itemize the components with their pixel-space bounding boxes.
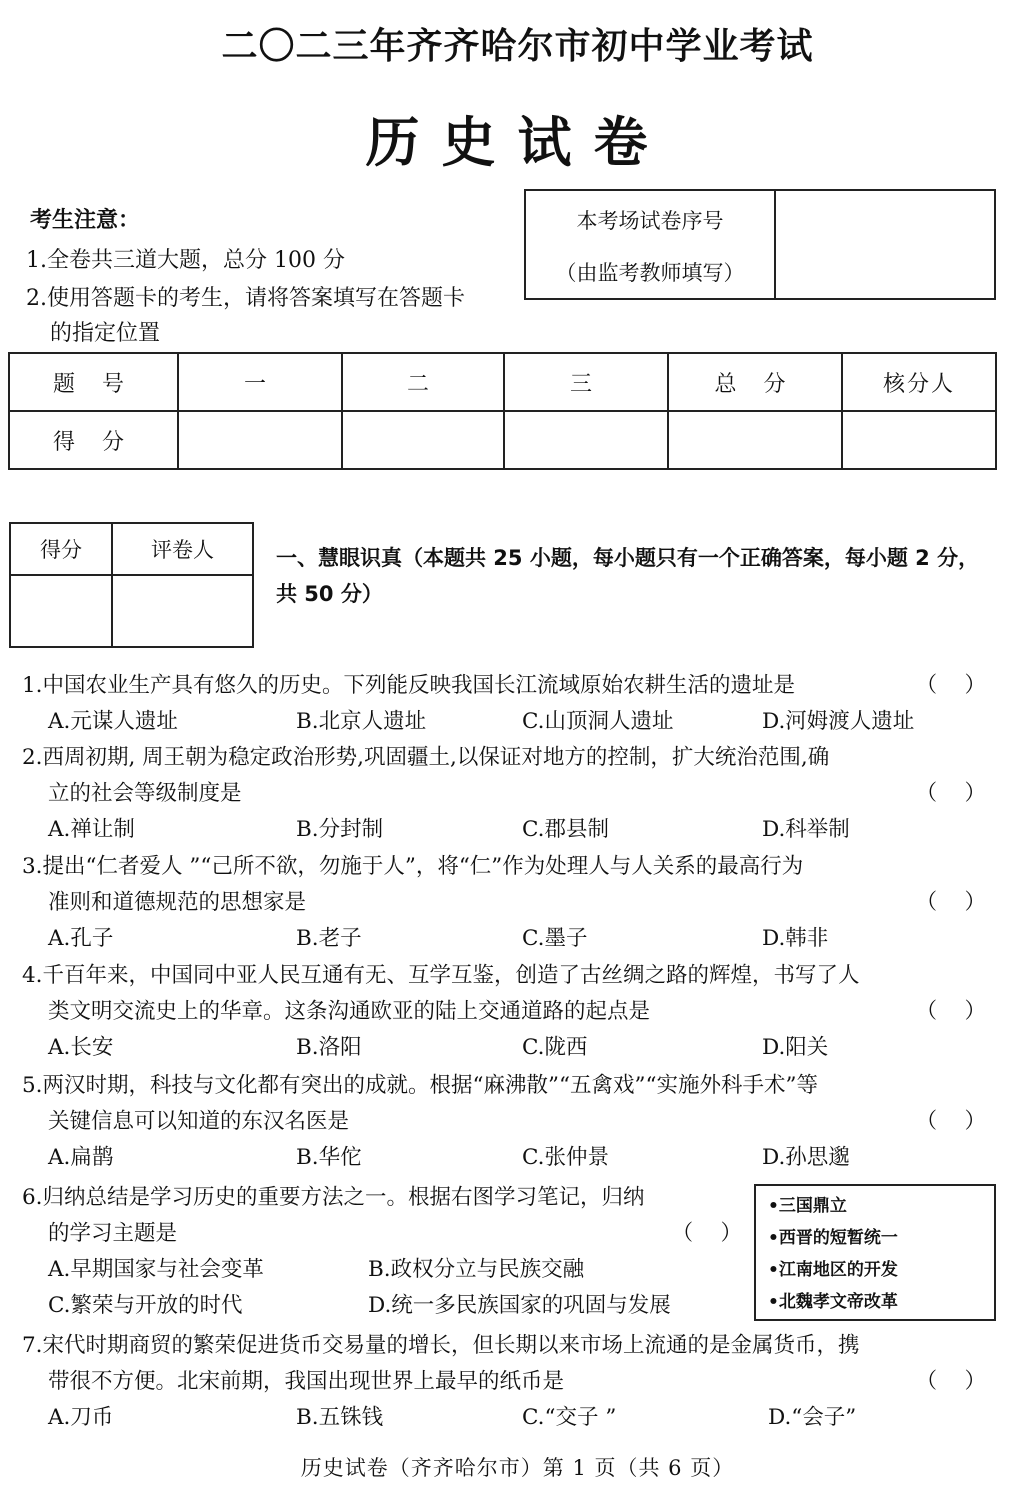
answer-paren: （ ）: [915, 673, 986, 698]
score-header-cell: 三: [504, 353, 668, 411]
question-2: [22, 740, 992, 848]
options-row: [22, 1252, 742, 1288]
study-note-item: •北魏孝文帝改革: [768, 1292, 898, 1312]
option-d: D.孙思邈: [762, 1145, 850, 1170]
option-d: D.统一多民族国家的巩固与发展: [368, 1293, 671, 1318]
question-7: [22, 1328, 992, 1436]
serial-label-line1: 本考场试卷序号: [576, 209, 724, 233]
option-b: B.分封制: [296, 817, 384, 842]
notice-item-1: 1.全卷共三道大题，总分 100 分: [26, 248, 345, 273]
options-row: [22, 921, 992, 957]
option-a: A.元谋人遗址: [48, 709, 178, 734]
score-cell: [342, 411, 504, 469]
paper-title: 历史试卷: [365, 110, 670, 174]
option-b: B.政权分立与民族交融: [368, 1257, 585, 1282]
option-c: C.山顶洞人遗址: [522, 709, 674, 734]
option-c: C.郡县制: [522, 817, 610, 842]
option-a: A.长安: [48, 1035, 114, 1060]
question-stem: 2.西周初期, 周王朝为稳定政治形势,巩固疆土,以保证对地方的控制，扩大统治范围,确: [22, 745, 830, 770]
serial-label-cell: [526, 191, 776, 298]
option-c: C.“交子 ”: [522, 1405, 617, 1430]
score-value-row: [9, 411, 996, 469]
answer-paren: （ ）: [915, 890, 986, 915]
question-stem: 3.提出“仁者爱人 ”“己所不欲，勿施于人”，将“仁”作为处理人与人关系的最高行为: [22, 854, 804, 879]
score-row-label: 得 分: [9, 411, 178, 469]
question-5: [22, 1068, 992, 1176]
question-stem-cont: 准则和道德规范的思想家是: [48, 890, 307, 915]
grader-table: [9, 522, 254, 648]
score-table: [8, 352, 997, 470]
option-d: D.科举制: [762, 817, 850, 842]
score-cell: [178, 411, 342, 469]
option-b: B.华佗: [296, 1145, 362, 1170]
option-c: C.陇西: [522, 1035, 588, 1060]
score-cell: [842, 411, 996, 469]
score-header-cell: 总 分: [668, 353, 842, 411]
notice-item-2: 2.使用答题卡的考生，请将答案填写在答题卡: [26, 286, 465, 311]
question-stem-cont: 立的社会等级制度是: [48, 781, 242, 806]
question-stem: 1.中国农业生产具有悠久的历史。下列能反映我国长江流域原始农耕生活的遗址是: [22, 673, 796, 698]
serial-label-line2: （由监考教师填写）: [555, 261, 745, 285]
options-row: [22, 812, 992, 848]
option-d: D.“会子”: [768, 1405, 857, 1430]
study-note-item: •西晋的短暂统一: [768, 1228, 898, 1248]
score-header-cell: 题 号: [9, 353, 178, 411]
question-6: [22, 1180, 742, 1324]
options-row: [22, 1288, 742, 1324]
question-stem-cont: 关键信息可以知道的东汉名医是: [48, 1109, 350, 1134]
question-3: [22, 849, 992, 957]
option-a: A.禅让制: [48, 817, 135, 842]
question-stem: 4.千百年来，中国同中亚人民互通有无、互学互鉴，创造了古丝绸之路的辉煌，书写了人: [22, 963, 860, 988]
score-cell: [668, 411, 842, 469]
options-row: [22, 704, 992, 740]
question-stem-cont: 带很不方便。北宋前期，我国出现世界上最早的纸币是: [48, 1369, 565, 1394]
question-stem: 6.归纳总结是学习历史的重要方法之一。根据右图学习笔记，归纳: [22, 1185, 645, 1210]
option-a: A.刀币: [48, 1405, 114, 1430]
question-stem: 5.两汉时期，科技与文化都有突出的成就。根据“麻沸散”“五禽戏”“实施外科手术”等: [22, 1073, 818, 1098]
study-notes-box: [754, 1184, 996, 1321]
option-d: D.河姆渡人遗址: [762, 709, 915, 734]
grader-name-label: 评卷人: [112, 523, 253, 575]
answer-paren: （ ）: [915, 1369, 986, 1394]
study-note-item: •江南地区的开发: [768, 1260, 898, 1280]
option-a: A.孔子: [48, 926, 114, 951]
option-b: B.洛阳: [296, 1035, 362, 1060]
study-note-item: •三国鼎立: [768, 1196, 847, 1216]
serial-number-box: [524, 189, 996, 300]
option-b: B.北京人遗址: [296, 709, 427, 734]
grader-score-cell: [10, 575, 112, 647]
notice-item-2-cont: 的指定位置: [50, 321, 161, 346]
section1-heading: 一、慧眼识真（本题共 25 小题，每小题只有一个正确答案，每小题 2 分，共 50 分）: [276, 546, 980, 606]
score-header-row: [9, 353, 996, 411]
score-header-cell: 一: [178, 353, 342, 411]
question-4: [22, 958, 992, 1066]
options-row: [22, 1140, 992, 1176]
option-b: B.老子: [296, 926, 362, 951]
option-a: A.扁鹊: [48, 1145, 114, 1170]
answer-paren: （ ）: [671, 1221, 742, 1246]
option-b: B.五铢钱: [296, 1405, 384, 1430]
grader-score-label: 得分: [10, 523, 112, 575]
notice-heading: 考生注意：: [30, 208, 141, 233]
page-footer: 历史试卷（齐齐哈尔市）第 1 页（共 6 页）: [300, 1456, 735, 1480]
option-c: C.墨子: [522, 926, 588, 951]
option-d: D.阳关: [762, 1035, 829, 1060]
question-stem: 7.宋代时期商贸的繁荣促进货币交易量的增长，但长期以来市场上流通的是金属货币，携: [22, 1333, 860, 1358]
options-row: [22, 1400, 992, 1436]
option-a: A.早期国家与社会变革: [48, 1257, 264, 1282]
option-c: C.张仲景: [522, 1145, 610, 1170]
exam-title: 二〇二三年齐齐哈尔市初中学业考试: [221, 26, 814, 67]
answer-paren: （ ）: [915, 781, 986, 806]
answer-paren: （ ）: [915, 1109, 986, 1134]
answer-paren: （ ）: [915, 999, 986, 1024]
score-header-cell: 核分人: [842, 353, 996, 411]
option-d: D.韩非: [762, 926, 829, 951]
grader-name-cell: [112, 575, 253, 647]
score-cell: [504, 411, 668, 469]
question-1: [22, 668, 992, 740]
score-header-cell: 二: [342, 353, 504, 411]
options-row: [22, 1030, 992, 1066]
question-stem-cont: 的学习主题是: [48, 1221, 178, 1246]
option-c: C.繁荣与开放的时代: [48, 1293, 243, 1318]
question-stem-cont: 类文明交流史上的华章。这条沟通欧亚的陆上交通道路的起点是: [48, 999, 651, 1024]
